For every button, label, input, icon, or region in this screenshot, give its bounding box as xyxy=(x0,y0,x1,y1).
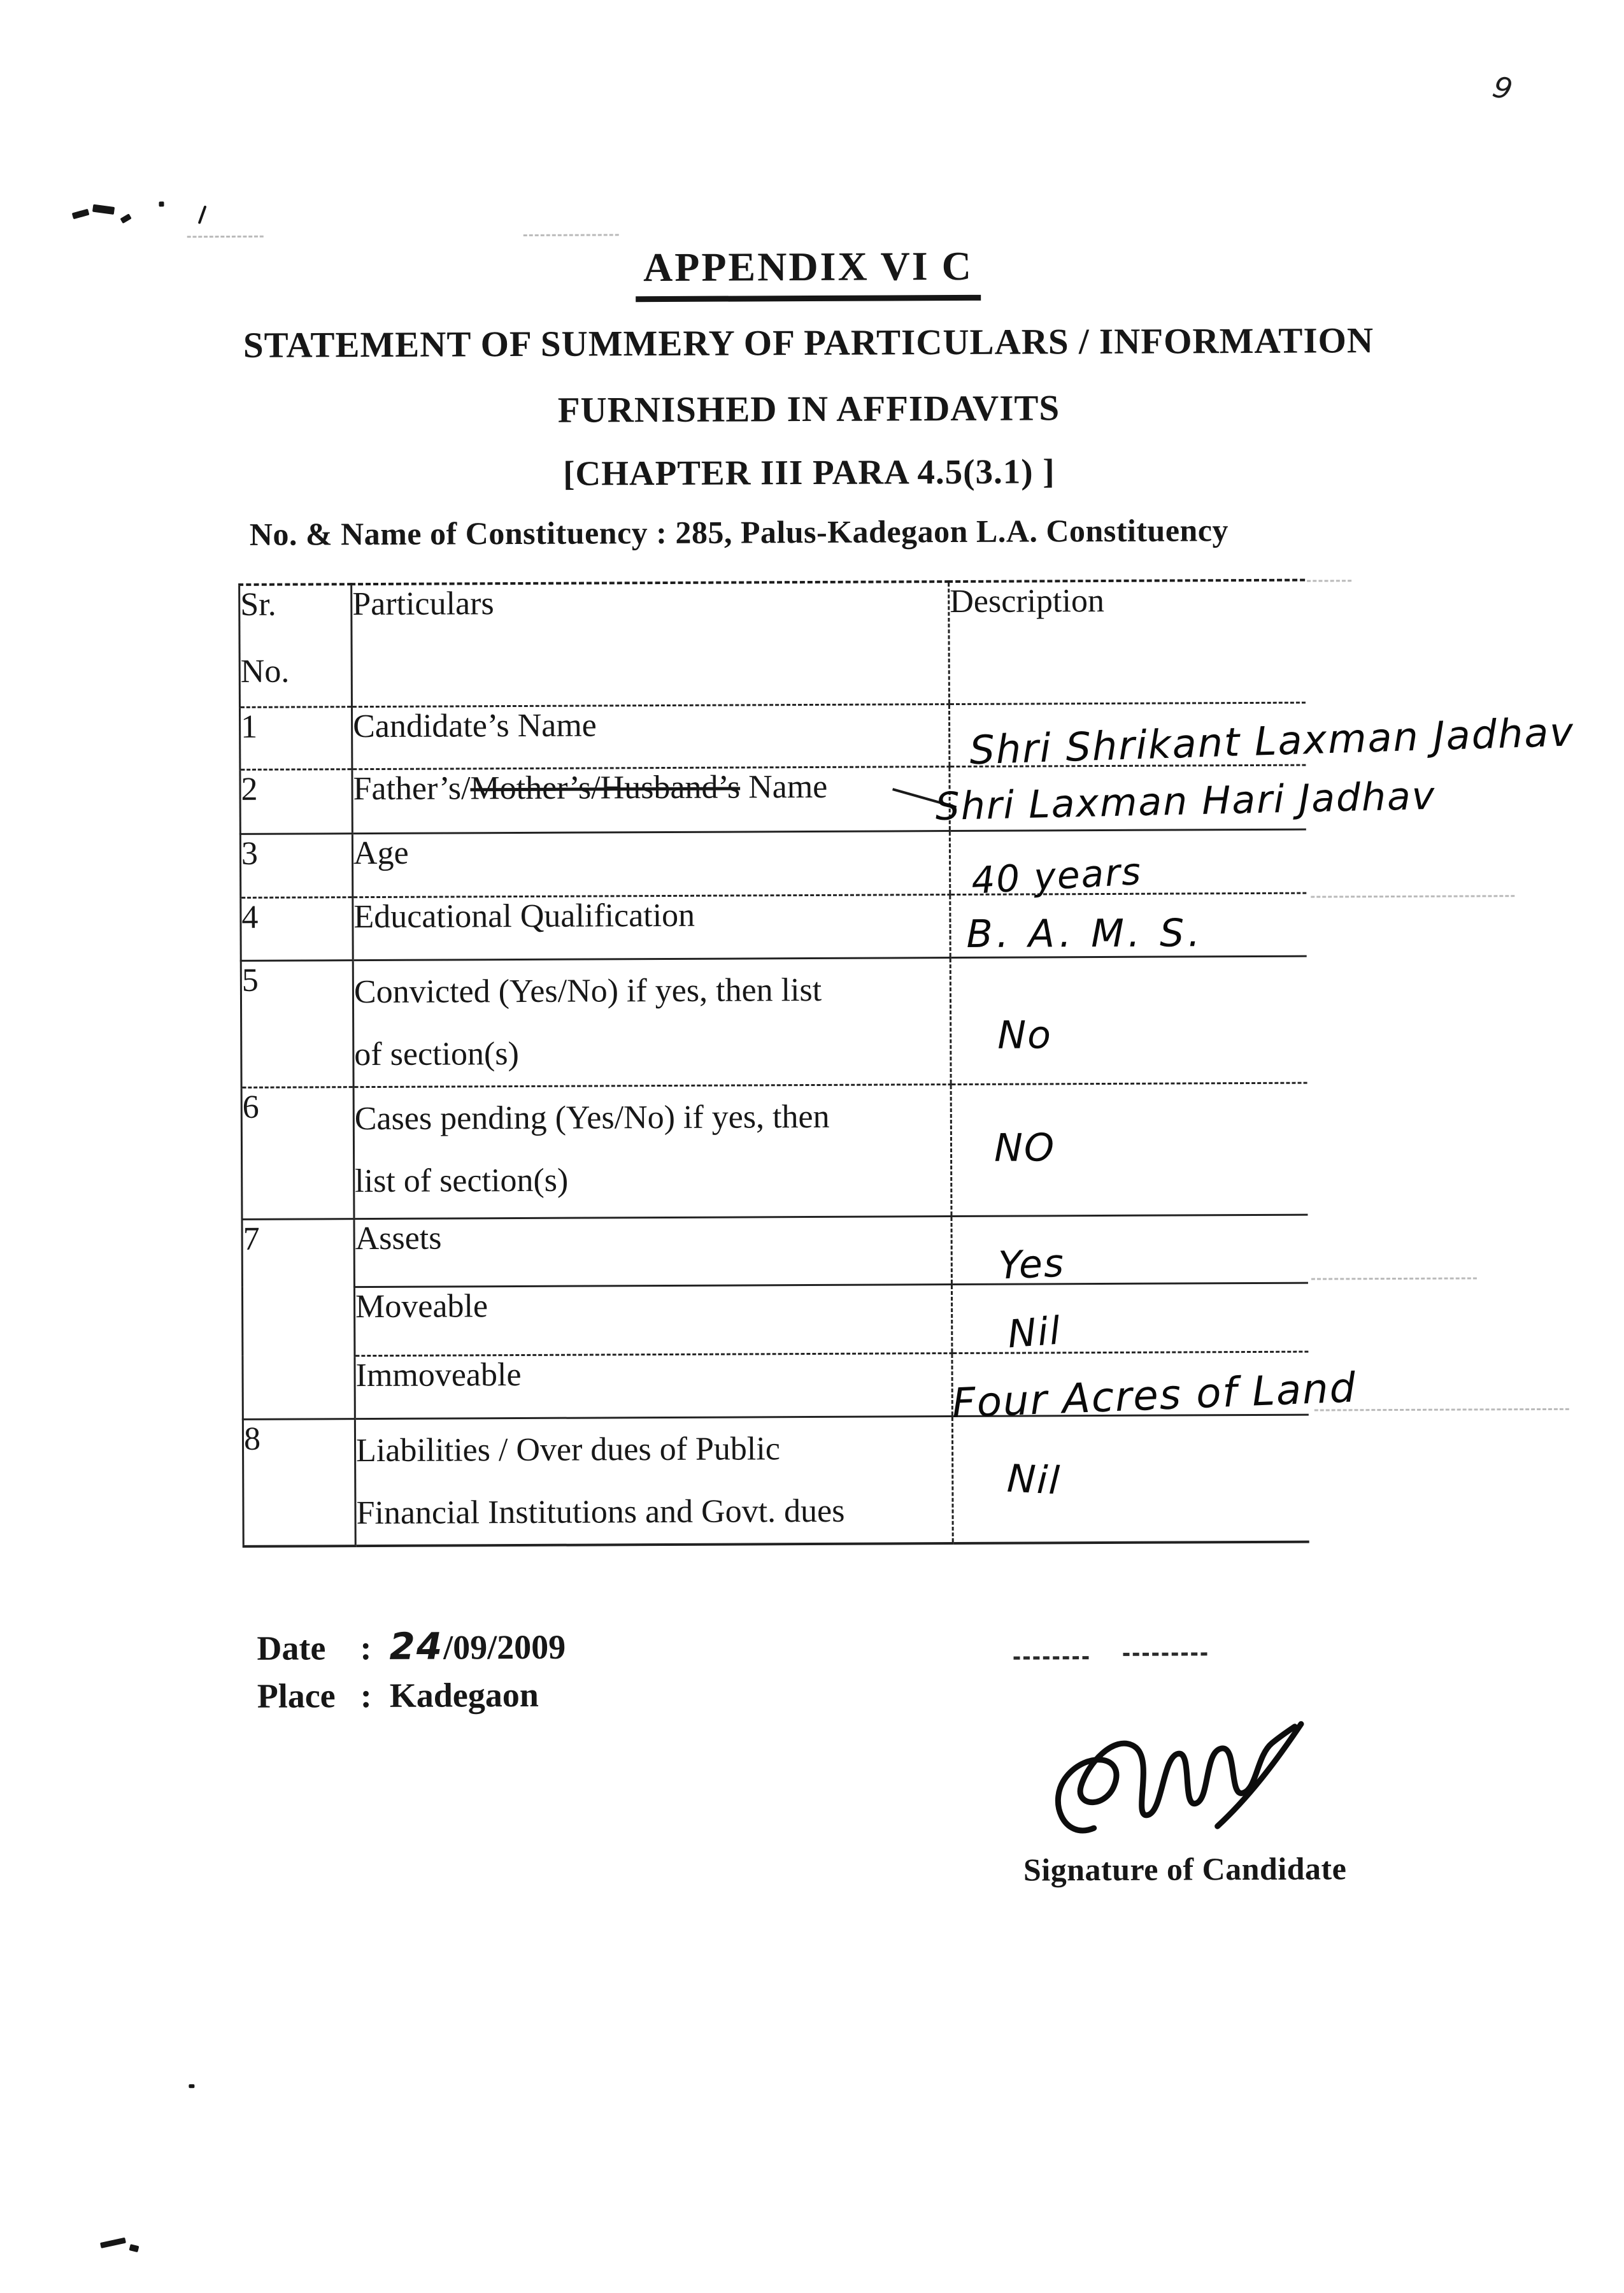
header-sr-no xyxy=(239,584,352,707)
table-header-row xyxy=(239,580,1306,707)
handwritten-assets: Yes xyxy=(997,1240,1066,1289)
scan-artifact xyxy=(159,201,164,206)
handwritten-immoveable: Four Acres of Land xyxy=(951,1364,1358,1427)
corner-pen-mark: 9 xyxy=(1489,69,1516,107)
place-label: Place xyxy=(257,1676,336,1715)
handwritten-date-day: 24 xyxy=(389,1624,444,1668)
date-colon: : xyxy=(360,1629,372,1668)
row5-label-line2: of section(s) xyxy=(354,1035,519,1073)
row1-particulars: Candidate’s Name xyxy=(352,704,949,769)
row4-sr: 4 xyxy=(241,897,353,961)
table-row xyxy=(242,1215,1307,1287)
row5-description xyxy=(950,956,1307,1084)
row2-label-suffix: Name xyxy=(740,768,828,805)
header-sr-line1: Sr. xyxy=(240,586,276,623)
table-row xyxy=(243,1415,1309,1547)
row8-sr: 8 xyxy=(243,1418,355,1546)
handwritten-qualification: B. A. M. S. xyxy=(966,910,1204,957)
table-row xyxy=(240,829,1306,897)
place-line xyxy=(257,1675,539,1716)
chapter-reference-line: [CHAPTER III PARA 4.5(3.1) ] xyxy=(562,452,1055,493)
handwritten-convicted: No xyxy=(997,1012,1052,1058)
row7a-description xyxy=(951,1283,1307,1357)
handwritten-cases-pending: NO xyxy=(994,1125,1056,1171)
row3-description xyxy=(950,829,1306,903)
scan-artifact xyxy=(120,213,131,224)
statement-title-line2: FURNISHED IN AFFIDAVITS xyxy=(557,388,1060,431)
appendix-title: APPENDIX VI C xyxy=(636,243,981,302)
row2-sr: 2 xyxy=(240,769,352,834)
table-row xyxy=(240,765,1306,834)
scan-artifact xyxy=(72,209,90,219)
handwritten-age: 40 years xyxy=(970,849,1143,903)
place-value: Kadegaon xyxy=(389,1675,539,1715)
row2-description xyxy=(934,765,1436,831)
table-row xyxy=(241,1083,1307,1219)
row6-sr: 6 xyxy=(241,1087,354,1219)
row7b-description xyxy=(951,1352,1358,1427)
row6-particulars xyxy=(353,1084,951,1218)
table-row xyxy=(239,703,1305,769)
scan-artifact xyxy=(100,2238,126,2248)
signature-caption: Signature of Candidate xyxy=(1023,1850,1347,1888)
row2-label-struck: Mother’s/Husband’s xyxy=(470,768,741,806)
table-row xyxy=(241,956,1307,1087)
row7a-particulars: Moveable xyxy=(354,1284,951,1355)
handwritten-father-name: Shri Laxman Hari Jadhav xyxy=(934,773,1436,829)
scan-artifact xyxy=(189,2084,194,2088)
row1-description xyxy=(949,703,1576,773)
scan-artifact xyxy=(187,236,264,238)
row8-description xyxy=(952,1415,1309,1543)
table-row xyxy=(242,1283,1307,1356)
row2-label-prefix: Father’s/ xyxy=(353,769,471,807)
row7b-particulars: Immoveable xyxy=(355,1353,952,1418)
scan-artifact xyxy=(1311,895,1514,897)
row8-label-line1: Liabilities / Over dues of Public xyxy=(355,1430,780,1469)
scan-artifact xyxy=(1123,1652,1207,1656)
date-line xyxy=(257,1624,566,1669)
scan-artifact xyxy=(1307,580,1351,582)
row7-particulars: Assets xyxy=(354,1216,951,1287)
row4-particulars: Educational Qualification xyxy=(353,894,950,960)
row6-label-line1: Cases pending (Yes/No) if yes, then xyxy=(354,1098,830,1137)
row2-particulars xyxy=(352,766,950,833)
scan-artifact xyxy=(524,234,619,236)
header-sr-line2: No. xyxy=(240,653,290,690)
handwritten-candidate-name: Shri Shrikant Laxman Jadhav xyxy=(969,708,1576,773)
handwritten-moveable: Nil xyxy=(1006,1308,1063,1357)
date-label: Date xyxy=(257,1629,326,1668)
appendix-title-wrap xyxy=(0,239,1620,304)
row5-label-line1: Convicted (Yes/No) if yes, then list xyxy=(353,971,822,1010)
scan-artifact xyxy=(198,205,207,224)
table-row xyxy=(243,1352,1308,1419)
row5-particulars xyxy=(353,957,951,1087)
header-description: Description xyxy=(949,580,1306,704)
scan-artifact xyxy=(129,2244,139,2252)
scan-artifact xyxy=(1311,1277,1477,1280)
scan-artifact xyxy=(92,204,115,215)
row8-particulars xyxy=(355,1416,953,1546)
row1-sr: 1 xyxy=(239,706,352,769)
row7-sr: 7 xyxy=(242,1218,355,1419)
handwritten-liabilities: Nil xyxy=(1006,1456,1062,1503)
candidate-signature-scribble xyxy=(1037,1692,1306,1853)
row6-description xyxy=(951,1083,1307,1216)
row4-description xyxy=(950,893,1306,957)
place-colon: : xyxy=(360,1676,372,1715)
row3-particulars: Age xyxy=(352,831,950,897)
row6-label-line2: list of section(s) xyxy=(355,1162,569,1199)
statement-title-line1: STATEMENT OF SUMMERY OF PARTICULARS / INFORMATION xyxy=(243,320,1374,366)
summary-table xyxy=(238,579,1576,1548)
row8-label-line2: Financial Institutions and Govt. dues xyxy=(356,1492,845,1531)
constituency-line: No. & Name of Constituency : 285, Palus-Kadegaon L.A. Constituency xyxy=(249,512,1229,552)
row5-sr: 5 xyxy=(241,960,353,1087)
table-row xyxy=(241,893,1306,961)
date-rest: /09/2009 xyxy=(443,1627,566,1667)
row3-sr: 3 xyxy=(240,833,352,897)
scan-artifact xyxy=(1013,1656,1088,1660)
header-particulars: Particulars xyxy=(352,582,950,706)
row7-description xyxy=(951,1215,1307,1289)
